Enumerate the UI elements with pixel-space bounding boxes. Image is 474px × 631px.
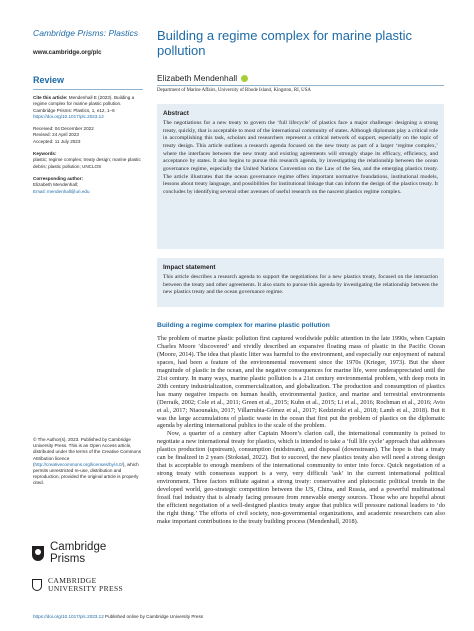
page-footer: [33, 614, 203, 619]
prisms-logo-line2: Prisms: [50, 553, 86, 565]
copyright-notice: [33, 437, 145, 487]
article-meta: [33, 95, 143, 195]
revised-date: Revised: 24 April 2023: [33, 132, 79, 138]
divider: [157, 85, 444, 86]
license-link[interactable]: http://creativecommons.org/licenses/by/4.0/: [34, 461, 123, 467]
impact-heading: Impact statement: [163, 264, 216, 271]
prisms-logo-line1: Cambridge: [50, 541, 107, 553]
body-paragraph: The problem of marine plastic pollution first captured worldwide public attention in the late 1990s, when Captain Charles Moore ‘discovered’ and vividly described an expansive floating mass of plastic in the Pacific Ocean (Moore, 2014). The idea that plastic litter was harmful to the environment, and especially our enjoyment of natural spaces, had been a feature of the environmental movement since the 1970s (Krieger, 1973). But the sheer magnitude of plastic in the ocean, and the negative consequences for marine life, were underappreciated until the 21st century. In many ways, marine plastic pollution is a 21st century environmental problem, with deep roots in 20th century industrialization, commercialization, and globalization. The production and consumption of plastics has many negative impacts on human health, environmental justice, and marine and terrestrial environments (Derraik, 2002; Cole et al., 2011; Green et al., 2015; Kuhn et al., 2015; Li et al., 2016; Rochman et al., 2016; Avio et al., 2017; Niaounakis, 2017; Villarrubia-Gómez et al., 2017; Kedzierski et al., 2018; Lamb et al., 2018). But it was the large accumulations of plastic waste in the ocean that first put the problem of plastics on the diplomatic agenda by alerting international publics to the scale of the problem.: [157, 335, 445, 430]
cup-logo-text: [48, 577, 123, 593]
prisms-logo-text: [50, 541, 106, 565]
corresponding-author-label: Corresponding author:: [33, 175, 84, 181]
orcid-icon[interactable]: [241, 75, 248, 82]
divider: [33, 89, 143, 90]
abstract-box: [157, 104, 444, 249]
journal-url[interactable]: www.cambridge.org/plc: [33, 49, 102, 56]
article-type: Review: [33, 75, 65, 85]
cambridge-prisms-logo: [32, 541, 106, 565]
author-affiliation: Department of Marine Affairs, University of Rhode Island, Kingston, RI, USA: [157, 88, 311, 93]
keywords: plastic; regime complex; treaty design; marine plastic debris; plastic pollution; UNCLOS: [33, 157, 141, 169]
cite-doi-link[interactable]: https://doi.org/10.1017/plc.2023.12: [33, 113, 104, 119]
author-line: [157, 73, 248, 83]
cite-label: Cite this article:: [33, 95, 68, 100]
footer-doi-link[interactable]: https://doi.org/10.1017/plc.2023.12: [33, 614, 104, 619]
copyright-text-after: ), which permits unrestricted re-use, distribution and reproduction, provided the original article is properly cited.: [33, 461, 139, 486]
corresponding-author-email[interactable]: Email: mendenhall@uri.edu: [33, 188, 90, 194]
cup-shield-icon: [32, 579, 42, 591]
section-heading: Building a regime complex for marine plastic pollution: [157, 322, 330, 329]
prisms-crest-icon: [32, 546, 44, 561]
footer-text: Published online by Cambridge University Press: [103, 614, 204, 619]
article-title: Building a regime complex for marine plastic pollution: [157, 28, 413, 58]
author-name: Elizabeth Mendenhall: [157, 73, 238, 83]
keywords-label: Keywords:: [33, 151, 57, 157]
article-body: [157, 335, 445, 526]
body-paragraph: Now, a quarter of a century after Captain Moore’s clarion call, the international community is poised to negotiate a new international treaty for plastics, which is intended to take a ‘full life cycle’ approach that addresses plastics production (upstream), consumption (midstream), and disposal (downstream). The hope is that a treaty can be finalized in 2 years (Stokstad, 2022). But to succeed, the new plastics treaty also will need a strong design that is acceptable to enough members of the international community to enter into force. Quick negotiation of a strong treaty with consensus support is a very, very difficult ‘ask’ in the current international political environment. Three factors militate against a strong treaty: conservative and plutocratic political trends in the developed world, geo-strategic competition between the US, China, and Russia, and a powerful multinational fossil fuel industry that is already facing pressure from renewable energy sources. Those who are hopeful about the efficient negotiation of a well-designed plastics treaty argue that publics will pressure national leaders to ‘do the right thing.’ The efforts of civil society, non-governmental organizations, and academic researchers can also make important contributions to the treaty building process (Mendenhall, 2018).: [157, 430, 445, 525]
abstract-heading: Abstract: [163, 110, 189, 117]
cite-text: Mendenhall E (2023). Building a regime complex for marine plastic pollution. Cambridge Prisms: Plastics, 1, e12, 1–6: [33, 95, 135, 113]
copyright-text: © The Author(s), 2023. Published by Cambridge University Press. This is an Open Access article, distributed under the terms of the Creative Commons Attribution licence (: [33, 437, 142, 467]
journal-name: Cambridge Prisms: Plastics: [33, 28, 139, 38]
impact-text: This article describes a research agenda to support the negotiations for a new plastics treaty, focused on the interaction between the treaty and other agreements. It also starts to pursue this agenda by investigating the relationship between the new plastics treaty and the ocean governance regime.: [163, 274, 438, 296]
cup-logo-line2: UNIVERSITY PRESS: [48, 584, 124, 593]
received-date: Received: 04 December 2022: [33, 126, 94, 132]
impact-statement-box: [157, 258, 444, 307]
corresponding-author-name: Elizabeth Mendenhall;: [33, 182, 79, 188]
cup-logo-line1: CAMBRIDGE: [48, 576, 97, 585]
left-column: [33, 28, 143, 201]
abstract-text: The negotiations for a new treaty to govern the ‘full lifecycle’ of plastics face a major challenge: designing a strong treaty, quickly, that is acceptable to most of the international community of states. Although diplomats play a critical role in accomplishing this task, scholars and researchers represent a critical network of support, especially on the topic of treaty design. This article outlines a research agenda focused on the new treaty as part of a larger ‘regime complex,’ where the interfaces between the new treaty and existing agreements will strongly shape its efficacy, efficiency, and acceptance by states. It also begins to pursue this research agenda, by investigating the relationship between the ocean governance regime, especially the United Nations Convention on the Law of the Sea, and the emerging plastics treaty. The article illustrates that the ocean governance regime offers important normative foundations, institutional models, lessons about treaty language, and possibilities for institutional linkage that can inform the design of the plastics treaty. It concludes by identifying several other avenues of useful research on the nascent plastics regime complex.: [163, 120, 438, 195]
cup-logo: [32, 577, 123, 593]
accepted-date: Accepted: 11 July 2023: [33, 138, 81, 144]
